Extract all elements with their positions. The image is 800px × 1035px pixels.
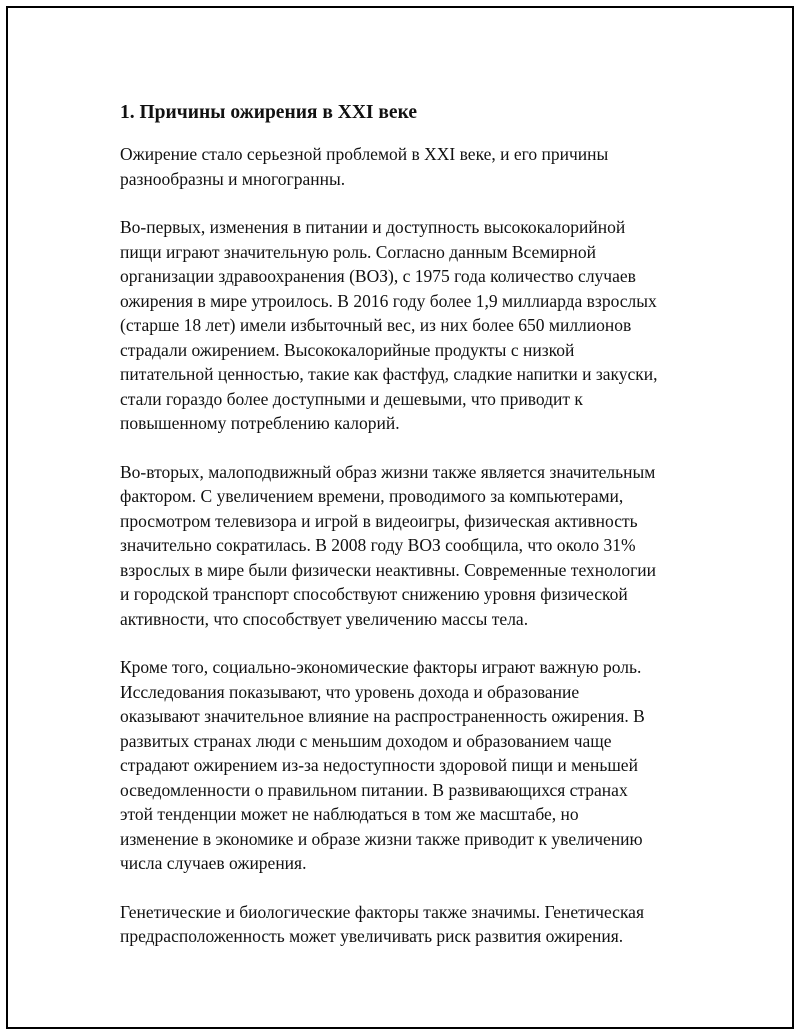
document-body: [120, 98, 700, 973]
paragraph-genetic: Генетические и биологические факторы также значимы. Генетическая предрасположенность может увеличивать риск развития ожирения.: [120, 901, 644, 946]
section-heading: 1. Причины ожирения в XXI веке: [120, 102, 417, 123]
paragraph-socioeconomic: Кроме того, социально-экономические факторы играют важную роль. Исследования показывают, что уровень дохода и образование оказывают значительное влияние на распространенность ожирения. В развитых странах люди с меньшим доходом и образованием чаще страдают ожирением из-за недоступности здоровой пищи и меньшей осведомленности о правильном питании. В развивающихся странах этой тенденции может не наблюдаться в том же масштабе, но изменение в экономике и образе жизни также приводит к увеличению числа случаев ожирения.: [120, 657, 645, 873]
paragraph-nutrition: Во-первых, изменения в питании и доступность высококалорийной пищи играют значительную роль. Согласно данным Всемирной организации здравоохранения (ВОЗ), с 1975 года количество случаев ожирения в мире утроилось. В 2016 году более 1,9 миллиарда взрослых (старше 18 лет) имели избыточный вес, из них более 650 миллионов страдали ожирением. Высококалорийные продукты с низкой питательной ценностью, такие как фастфуд, сладкие напитки и закуски, стали гораздо более доступными и дешевыми, что приводит к повышенному потреблению калорий.: [120, 217, 658, 433]
paragraph-intro: Ожирение стало серьезной проблемой в XXI веке, и его причины разнообразны и многогранны.: [120, 144, 609, 189]
page-frame: [6, 6, 794, 1029]
paragraph-sedentary: Во-вторых, малоподвижный образ жизни также является значительным фактором. С увеличением времени, проводимого за компьютерами, просмотром телевизора и игрой в видеоигры, физическая активность значительно сократилась. В 2008 году ВОЗ сообщила, что около 31% взрослых в мире были физически неактивны. Современные технологии и городской транспорт способствуют снижению уровня физической активности, что способствует увеличению массы тела.: [120, 461, 657, 629]
